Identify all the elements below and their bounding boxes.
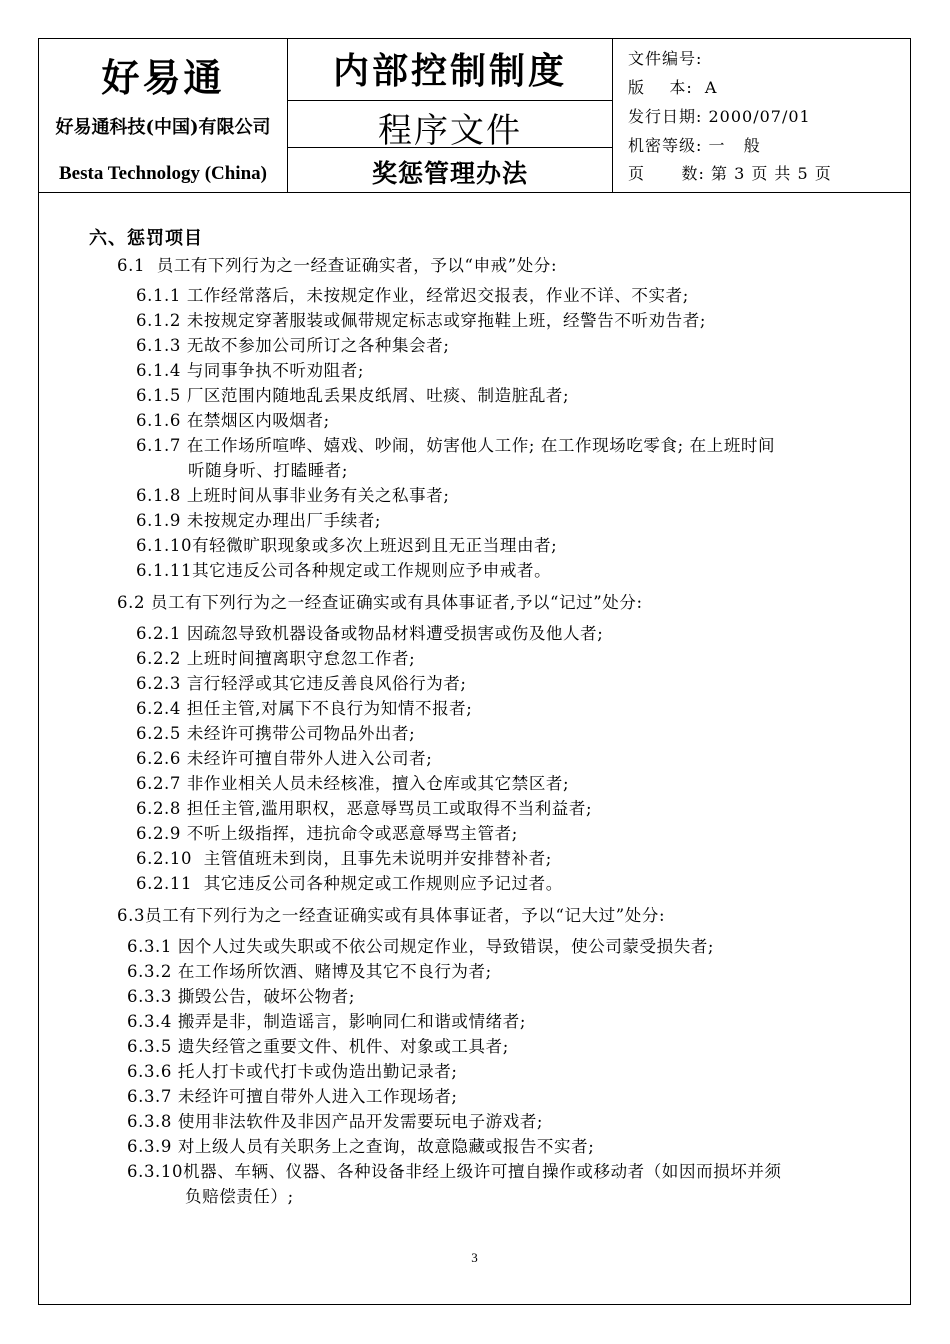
confidential-level-field: 机密等级: 一 般: [628, 136, 761, 155]
list-item: 6.1.1 工作经常落后，未按规定作业，经常迟交报表，作业不详、不实者;: [136, 286, 689, 305]
page-number: 3: [471, 1250, 478, 1265]
list-item: 6.1.6 在禁烟区内吸烟者;: [136, 411, 330, 430]
list-item: 6.3.4 搬弄是非，制造谣言，影响同仁和谐或情绪者;: [127, 1012, 526, 1031]
brand-name: 好易通: [101, 55, 225, 100]
list-item: 6.3.9 对上级人员有关职务上之查询，故意隐藏或报告不实者;: [127, 1137, 595, 1156]
list-item: 6.2.9 不听上级指挥，违抗命令或恶意辱骂主管者;: [136, 824, 518, 843]
clause-6-1-heading: 6.1 员工有下列行为之一经查证确实者，予以“申戒”处分:: [117, 256, 558, 275]
page-count-field: 页 数: 第 3 页 共 5 页: [628, 164, 832, 183]
document-header-table: [39, 39, 910, 193]
list-item: 6.2.3 言行轻浮或其它违反善良风俗行为者;: [136, 674, 467, 693]
list-item: 6.1.7 在工作场所喧哗、嬉戏、吵闹，妨害他人工作; 在工作现场吃零食; 在上班时间: [136, 436, 776, 455]
list-item: 6.2.6 未经许可擅自带外人进入公司者;: [136, 749, 433, 768]
list-item: 6.1.5 厂区范围内随地乱丢果皮纸屑、吐痰、制造脏乱者;: [136, 386, 570, 405]
list-item: 6.2.4 担任主管,对属下不良行为知情不报者;: [136, 699, 473, 718]
clause-6-3-heading: 6.3员工有下列行为之一经查证确实或有具体事证者，予以“记大过”处分:: [117, 906, 666, 925]
company-name-cn: 好易通科技(中国)有限公司: [55, 117, 271, 138]
list-item: 6.2.10 主管值班未到岗，且事先未说明并安排替补者;: [136, 849, 552, 868]
list-item: 6.2.8 担任主管,滥用职权，恶意辱骂员工或取得不当利益者;: [136, 799, 593, 818]
list-item: 6.2.2 上班时间擅离职守怠忽工作者;: [136, 649, 416, 668]
list-item: 6.3.8 使用非法软件及非因产品开发需要玩电子游戏者;: [127, 1112, 544, 1131]
document-title: 奖惩管理办法: [371, 159, 528, 188]
list-item: 6.3.7 未经许可擅自带外人进入工作现场者;: [127, 1087, 458, 1106]
list-item: 6.3.2 在工作场所饮酒、赌博及其它不良行为者;: [127, 962, 492, 981]
list-item: 6.3.6 托人打卡或代打卡或伪造出勤记录者;: [127, 1062, 458, 1081]
doc-number-field: 文件编号:: [628, 49, 703, 68]
list-item: 6.3.5 遗失经管之重要文件、机件、对象或工具者;: [127, 1037, 509, 1056]
list-item: 6.3.1 因个人过失或失职或不依公司规定作业，导致错误，使公司蒙受损失者;: [127, 937, 715, 956]
list-item-continuation: 负赔偿责任）;: [185, 1187, 294, 1206]
list-item: 6.1.9 未按规定办理出厂手续者;: [136, 511, 382, 530]
list-item: 6.1.2 未按规定穿著服装或佩带规定标志或穿拖鞋上班，经警告不听劝告者;: [136, 311, 706, 330]
list-item: 6.2.11 其它违反公司各种规定或工作规则应予记过者。: [136, 874, 563, 893]
section-heading: 六、惩罚项目: [89, 228, 203, 249]
list-item-continuation: 听随身听、打瞌睡者;: [188, 461, 349, 480]
issue-date-field: 发行日期: 2000/07/01: [628, 107, 811, 126]
list-item: 6.2.1 因疏忽导致机器设备或物品材料遭受损害或伤及他人者;: [136, 624, 604, 643]
version-field: 版 本: A: [628, 78, 718, 97]
list-item: 6.2.7 非作业相关人员未经核准，擅入仓库或其它禁区者;: [136, 774, 570, 793]
list-item: 6.1.4 与同事争执不听劝阻者;: [136, 361, 364, 380]
list-item: 6.1.3 无故不参加公司所订之各种集会者;: [136, 336, 450, 355]
document-page: [38, 38, 911, 1305]
list-item: 6.3.3 撕毁公告，破坏公物者;: [127, 987, 355, 1006]
document-type-title: 程序文件: [378, 111, 522, 151]
list-item: 6.3.10机器、车辆、仪器、各种设备非经上级许可擅自操作或移动者（如因而损坏并须: [127, 1162, 782, 1181]
list-item: 6.1.10有轻微旷职现象或多次上班迟到且无正当理由者;: [136, 536, 558, 555]
list-item: 6.1.11其它违反公司各种规定或工作规则应予申戒者。: [136, 561, 552, 580]
header-divider: [612, 39, 613, 192]
list-item: 6.1.8 上班时间从事非业务有关之私事者;: [136, 486, 450, 505]
clause-6-2-heading: 6.2 员工有下列行为之一经查证确实或有具体事证者,予以“记过”处分:: [117, 593, 643, 612]
header-divider: [287, 100, 612, 101]
document-category-title: 内部控制制度: [332, 50, 567, 92]
list-item: 6.2.5 未经许可携带公司物品外出者;: [136, 724, 416, 743]
company-name-en: Besta Technology (China): [59, 163, 267, 184]
